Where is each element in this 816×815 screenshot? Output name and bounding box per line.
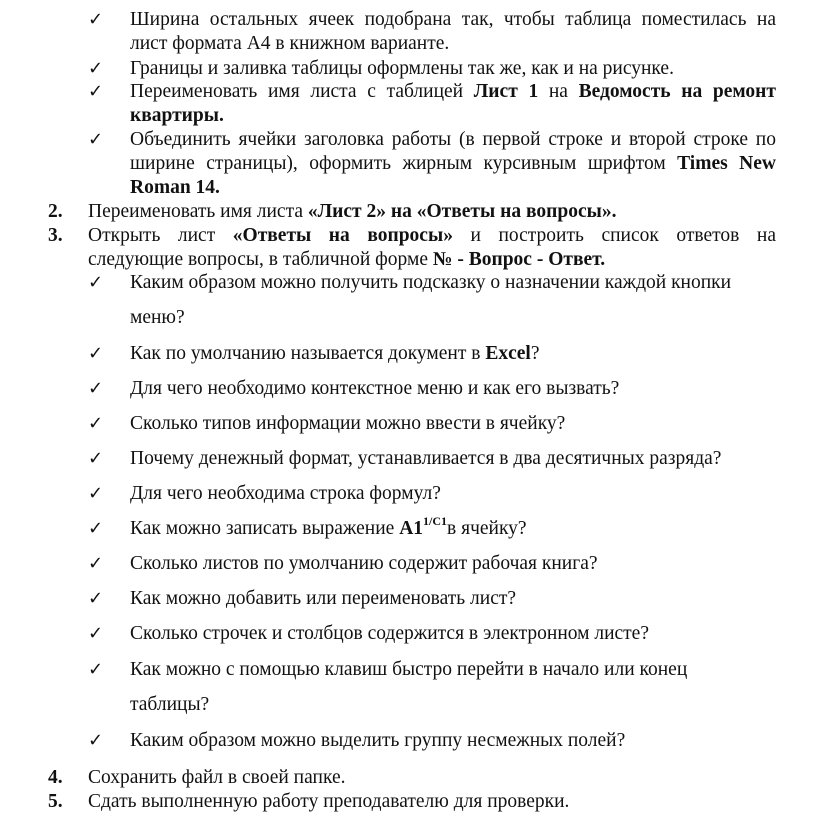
question-6: Для чего необходима строка формул? [130,483,441,504]
step-2-text: Переименовать имя листа «Лист 2» на «Ответы на вопросы». [88,201,617,222]
check-icon: ✓ [88,448,104,469]
question-11-line-2: таблицы? [130,694,210,715]
check-icon: ✓ [88,272,104,293]
item-2-line-1: Границы и заливка таблицы оформлены так же, как и на рисунке. [130,58,674,79]
question-2: Как по умолчанию называется документ в Excel? [130,343,540,364]
question-9: Как можно добавить или переименовать лист? [130,588,517,609]
question-4: Сколько типов информации можно ввести в ячейку? [130,413,566,434]
item-4-line-2: ширине страницы), оформить жирным курсивным шрифтом Times New [130,153,776,174]
step-number: 5. [48,791,63,812]
step-number: 4. [48,767,63,788]
step-4-text: Сохранить файл в своей папке. [88,767,346,788]
step-5-text: Сдать выполненную работу преподавателю для проверки. [88,791,570,812]
check-icon: ✓ [88,659,104,680]
question-11-line-1: Как можно с помощью клавиш быстро перейти в начало или конец [130,659,688,680]
question-8: Сколько листов по умолчанию содержит рабочая книга? [130,553,598,574]
question-1-line-1: Каким образом можно получить подсказку о назначении каждой кнопки [130,272,732,293]
item-4-line-1: Объединить ячейки заголовка работы (в первой строке и второй строке по [130,129,776,150]
check-icon: ✓ [88,483,104,504]
question-1-line-2: меню? [130,307,185,328]
item-1-line-1: Ширина остальных ячеек подобрана так, чтобы таблица поместилась на [130,9,776,30]
item-1-line-2: лист формата А4 в книжном варианте. [130,33,450,54]
step-number: 2. [48,201,63,222]
check-icon: ✓ [88,730,104,751]
question-3: Для чего необходимо контекстное меню и как его вызвать? [130,378,620,399]
step-3-line-2: следующие вопросы, в табличной форме № - Вопрос - Ответ. [88,249,606,270]
step-3-line-1: Открыть лист «Ответы на вопросы» и построить список ответов на [88,225,777,246]
item-3-line-2: квартиры. [130,105,224,126]
check-icon: ✓ [88,9,104,30]
check-icon: ✓ [88,378,104,399]
check-icon: ✓ [88,553,104,574]
step-number: 3. [48,225,63,246]
item-3-line-1: Переименовать имя листа с таблицей Лист 1 на Ведомость на ремонт [130,81,776,102]
check-icon: ✓ [88,343,104,364]
item-4-line-3: Roman 14. [130,177,220,198]
check-icon: ✓ [88,413,104,434]
check-icon: ✓ [88,129,104,150]
check-icon: ✓ [88,588,104,609]
check-icon: ✓ [88,58,104,79]
question-5: Почему денежный формат, устанавливается в два десятичных разряда? [130,448,722,469]
check-icon: ✓ [88,623,104,644]
check-icon: ✓ [88,518,104,539]
question-12: Каким образом можно выделить группу несмежных полей? [130,730,626,751]
question-7: Как можно записать выражение $А1^{1/С1}в$ ячейку? [130,514,527,539]
question-10: Сколько строчек и столбцов содержится в электронном листе? [130,623,649,644]
check-icon: ✓ [88,81,104,102]
